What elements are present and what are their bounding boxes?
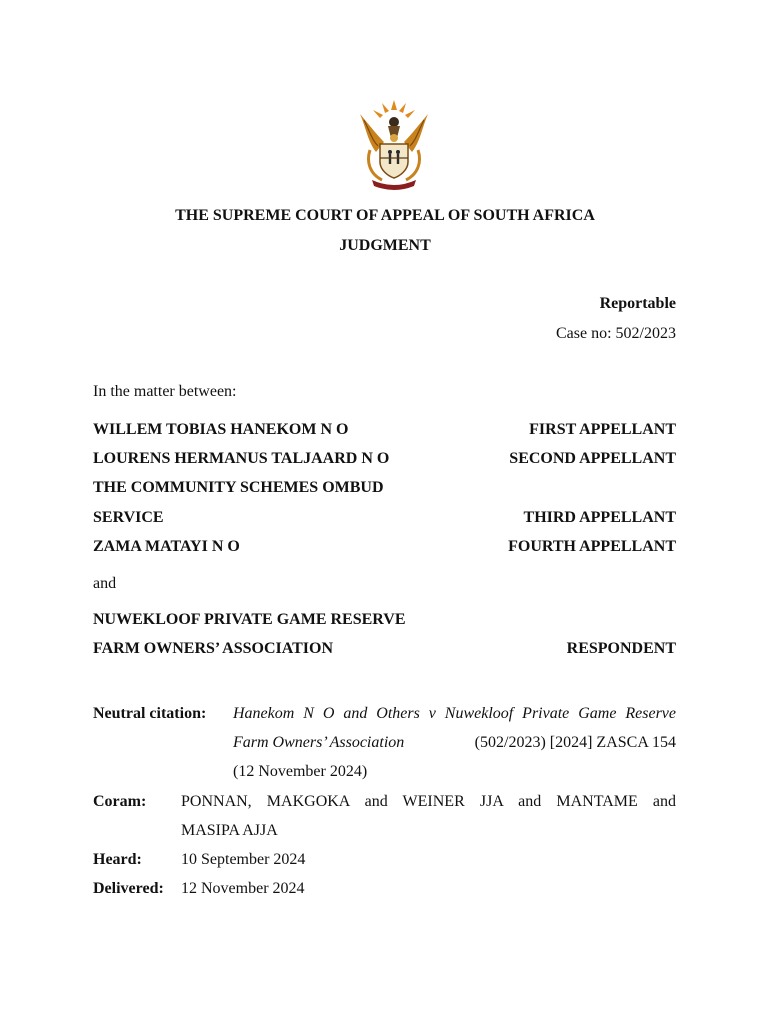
parties-intro: In the matter between: xyxy=(93,383,237,400)
citation-line-2 xyxy=(233,733,676,753)
appellant-4-role: FOURTH APPELLANT xyxy=(508,538,676,555)
respondent-role: RESPONDENT xyxy=(566,640,676,657)
citation-label: Neutral citation: xyxy=(93,705,207,722)
coram-line-2: MASIPA AJJA xyxy=(181,822,278,839)
citation-title-part-2: Farm Owners’ Association xyxy=(233,734,405,751)
respondent-name-line1: NUWEKLOOF PRIVATE GAME RESERVE xyxy=(93,611,406,628)
case-number: Case no: 502/2023 xyxy=(556,325,676,342)
heard-label: Heard: xyxy=(93,851,142,868)
respondent-name-line2: FARM OWNERS’ ASSOCIATION xyxy=(93,640,334,657)
parties-conjunction: and xyxy=(93,575,117,592)
citation-reference: (502/2023) [2024] ZASCA 154 xyxy=(474,734,676,751)
appellant-1-role: FIRST APPELLANT xyxy=(529,421,676,438)
coram-line-1: PONNAN, MAKGOKA and WEINER JJA and MANTAME and xyxy=(181,793,676,810)
appellant-3-name-line1: THE COMMUNITY SCHEMES OMBUD xyxy=(93,479,384,496)
appellant-4-name: ZAMA MATAYI N O xyxy=(93,538,240,555)
reportable-label: Reportable xyxy=(599,295,676,312)
coram-line-1-wrap xyxy=(181,792,676,812)
citation-title-part-1: Hanekom N O and Others v Nuwekloof Private Game Reserve xyxy=(233,705,676,722)
south-africa-coat-of-arms-icon xyxy=(352,98,436,190)
appellant-1-name: WILLEM TOBIAS HANEKOM N O xyxy=(93,421,349,438)
citation-line-1 xyxy=(233,704,676,724)
appellant-3-name-line2: SERVICE xyxy=(93,509,164,526)
heard-date: 10 September 2024 xyxy=(181,851,306,868)
appellant-2-role: SECOND APPELLANT xyxy=(509,450,676,467)
court-title: THE SUPREME COURT OF APPEAL OF SOUTH AFRICA xyxy=(175,207,595,224)
appellant-3-role: THIRD APPELLANT xyxy=(523,509,676,526)
coram-label: Coram: xyxy=(93,793,147,810)
delivered-label: Delivered: xyxy=(93,880,164,897)
appellant-2-name: LOURENS HERMANUS TALJAARD N O xyxy=(93,450,390,467)
delivered-date: 12 November 2024 xyxy=(181,880,305,897)
document-type: JUDGMENT xyxy=(339,237,431,254)
citation-date: (12 November 2024) xyxy=(233,763,368,780)
